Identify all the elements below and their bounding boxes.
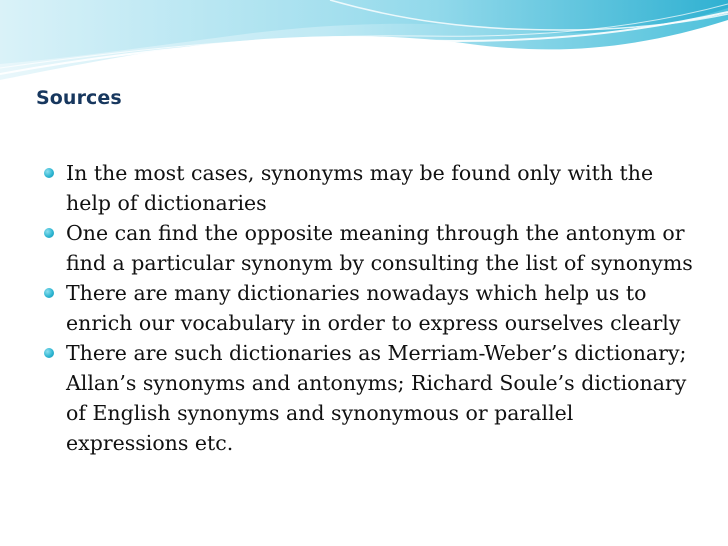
bullet-item-4: [44, 338, 694, 458]
bullet-dot-icon: [44, 288, 54, 298]
bullet-dot-icon: [44, 228, 54, 238]
bullet-item-2: [44, 218, 694, 278]
bullet-dot-icon: [44, 168, 54, 178]
slide-title: Sources: [36, 87, 122, 109]
bullet-text: There are many dictionaries nowadays which help us to enrich our vocabulary in order to express ourselves clearly: [66, 281, 681, 335]
bullet-item-3: [44, 278, 694, 338]
bullet-text: One can find the opposite meaning through the antonym or find a particular synonym by consulting the list of synonyms: [66, 221, 693, 275]
bullet-text: In the most cases, synonyms may be found only with the help of dictionaries: [66, 161, 654, 215]
bullet-text: There are such dictionaries as Merriam-Weber’s dictionary; Allan’s synonyms and antonyms; Richard Soule’s dictionary of English synonyms and synonymous or parallel expressions etc.: [66, 341, 687, 455]
header-wave-decoration: [0, 0, 728, 90]
bullet-dot-icon: [44, 348, 54, 358]
bullet-item-1: [44, 158, 694, 218]
bullet-list: [44, 158, 694, 458]
